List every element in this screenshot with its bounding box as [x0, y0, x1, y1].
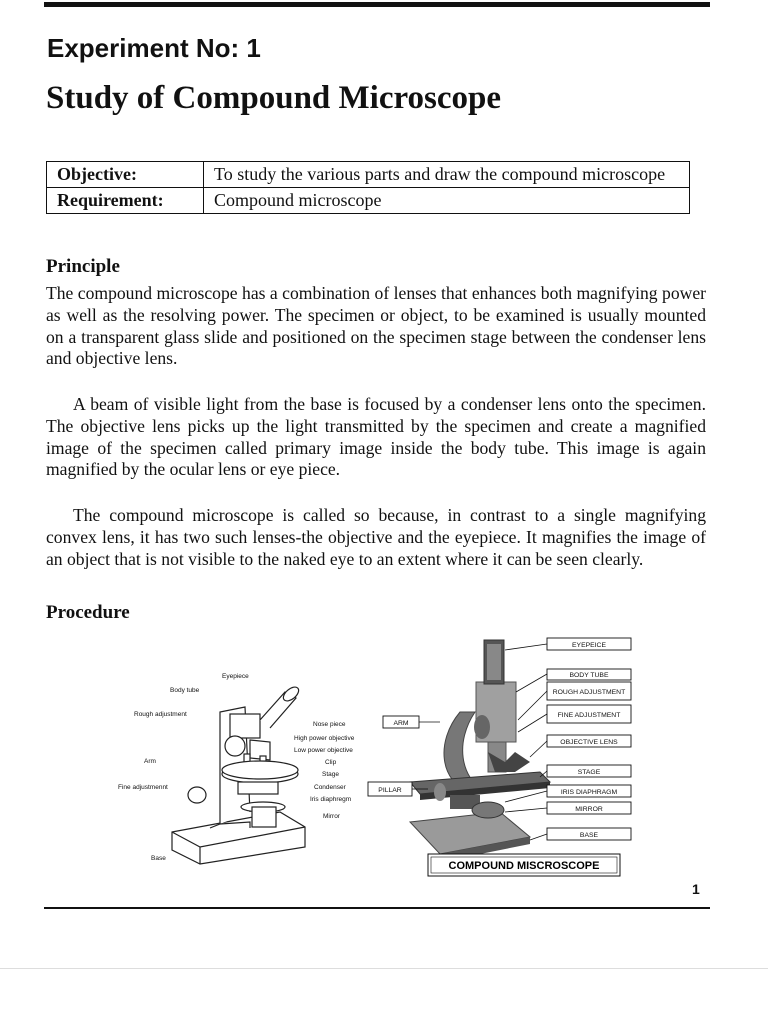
label-stage-box: STAGE: [577, 769, 601, 776]
objective-key: Objective:: [47, 162, 204, 188]
experiment-number: Experiment No: 1: [47, 33, 261, 63]
label-arm-box: ARM: [393, 720, 409, 727]
info-table: [46, 161, 690, 214]
caption-text: COMPOUND MISCROSCOPE: [448, 860, 600, 872]
label-stage: Stage: [322, 771, 339, 778]
label-mirror-box: MIRROR: [575, 806, 603, 813]
figure-caption: [428, 854, 620, 876]
label-rough-adjustment: Rough adjustment: [134, 711, 187, 718]
label-condenser: Condenser: [314, 784, 346, 791]
label-body-tube-box: BODY TUBE: [569, 672, 609, 679]
top-rule: [44, 2, 710, 7]
label-fine-adjustment: Fine adjustmennt: [118, 784, 168, 791]
objective-value: To study the various parts and draw the compound microscope: [204, 162, 690, 188]
table-row: [47, 188, 690, 214]
left-microscope-drawing: [172, 684, 305, 864]
scan-edge-line: [0, 968, 768, 969]
label-arm: Arm: [144, 758, 156, 765]
label-nose-piece: Nose piece: [313, 721, 346, 728]
principle-paragraph-3: The compound microscope is called so because, in contrast to a single magnifying convex lens, it has two such lenses-the objective and the eyepiece. It magnifies the image of an object that is not visible to the naked eye to an extent where it can be seen clearly.: [46, 505, 706, 569]
table-row: [47, 162, 690, 188]
right-microscope-drawing: [410, 640, 550, 862]
label-body-tube: Body tube: [170, 687, 200, 694]
label-pillar-box: PILLAR: [378, 787, 402, 794]
page-title: Study of Compound Microscope: [46, 80, 502, 116]
bottom-rule: [44, 907, 710, 909]
principle-heading: Principle: [46, 256, 120, 277]
label-objective-lens-box: OBJECTIVE LENS: [560, 739, 618, 746]
label-base: Base: [151, 855, 166, 862]
principle-paragraph-2: A beam of visible light from the base is focused by a condenser lens onto the specimen. The objective lens picks up the light transmitted by the specimen and create a magnified image of the specimen called primary image inside the body tube. This image is again magnified by the ocular lens or eye piece.: [46, 394, 706, 480]
principle-paragraph-1: The compound microscope has a combination of lenses that enhances both magnifying power as well as the resolving power. The specimen or object, to be examined is usually mounted on a transparent glass slide and positioned on the specimen stage between the condenser lens and objective lens.: [46, 283, 706, 369]
page-number: 1: [692, 881, 700, 897]
label-mirror: Mirror: [323, 813, 340, 820]
label-low-power-objective: Low power objective: [294, 747, 353, 754]
requirement-key: Requirement:: [47, 188, 204, 214]
label-rough-adjustment-box: ROUGH ADJUSTMENT: [552, 689, 626, 696]
label-base-box: BASE: [579, 832, 599, 839]
procedure-heading: Procedure: [46, 602, 130, 623]
label-eyepiece-box: EYEPEICE: [572, 642, 606, 649]
label-clip: Clip: [325, 759, 337, 766]
label-fine-adjustment-box: FINE ADJUSTMENT: [557, 712, 621, 719]
label-iris-diaphragm: Iris diaphregm: [310, 796, 352, 803]
label-iris-diaphragm-box: IRIS DIAPHRAGM: [560, 789, 618, 796]
microscope-figure: [110, 632, 650, 882]
requirement-value: Compound microscope: [204, 188, 690, 214]
label-high-power-objective: High power objective: [294, 735, 355, 742]
label-eyepiece: Eyepiece: [222, 673, 249, 680]
